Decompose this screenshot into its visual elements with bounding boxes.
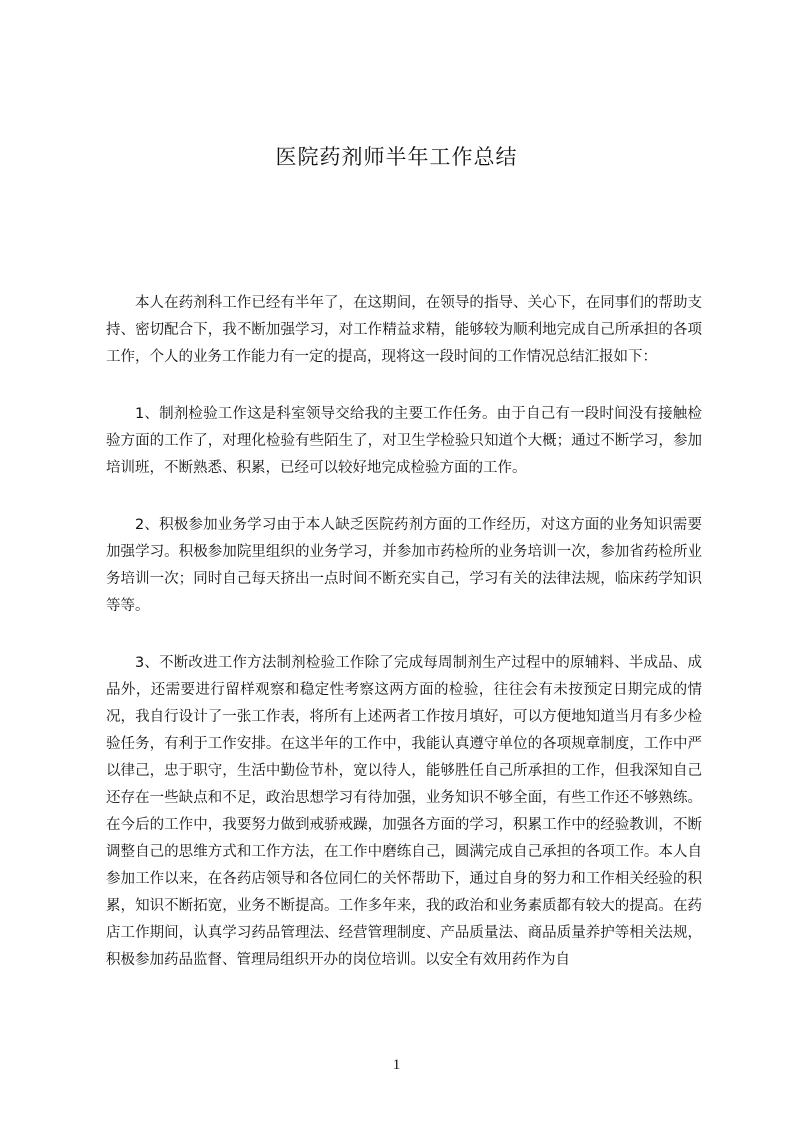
document-title: 医院药剂师半年工作总结 [275, 145, 518, 169]
document-body [106, 290, 702, 1004]
paragraph-item-2: 2、积极参加业务学习由于本人缺乏医院药剂方面的工作经历，对这方面的业务知识需要加强学习。积极参加院里组织的业务学习，并参加市药检所的业务培训一次，参加省药检所业务培训一次；同时自己每天挤出一点时间不断充实自己，学习有关的法律法规，临床药学知识等等。 [106, 517, 702, 614]
paragraph-item-3: 3、不断改进工作方法制剂检验工作除了完成每周制剂生产过程中的原辅料、半成品、成品外，还需要进行留样观察和稳定性考察这两方面的检验，往往会有未按预定日期完成的情况，我自行设计了一张工作表，将所有上述两者工作按月填好，可以方便地知道当月有多少检验任务，有利于工作安排。在这半年的工作中，我能认真遵守单位的各项规章制度，工作中严以律己，忠于职守，生活中勤俭节朴，宽以待人，能够胜任自己所承担的工作，但我深知自己还存在一些缺点和不足，政治思想学习有待加强，业务知识不够全面，有些工作还不够熟练。在今后的工作中，我要努力做到戒骄戒躁，加强各方面的学习，积累工作中的经验教训，不断调整自己的思维方式和工作方法，在工作中磨练自己，圆满完成自己承担的各项工作。本人自参加工作以来，在各药店领导和各位同仁的关怀帮助下，通过自身的努力和工作相关经验的积累，知识不断拓宽，业务不断提高。工作多年来，我的政治和业务素质都有较大的提高。在药店工作期间，认真学习药品管理法、经营管理制度、产品质量法、商品质量养护等相关法规，积极参加药品监督、管理局组织开办的岗位培训。以安全有效用药作为自 [106, 655, 702, 968]
paragraph-intro: 本人在药剂科工作已经有半年了，在这期间，在领导的指导、关心下，在同事们的帮助支持、密切配合下，我不断加强学习，对工作精益求精，能够较为顺利地完成自己所承担的各项工作，个人的业务工作能力有一定的提高，现将这一段时间的工作情况总结汇报如下： [106, 295, 702, 365]
paragraph-item-1: 1、制剂检验工作这是科室领导交给我的主要工作任务。由于自己有一段时间没有接触检验方面的工作了，对理化检验有些陌生了，对卫生学检验只知道个大概；通过不断学习，参加培训班，不断熟悉、积累，已经可以较好地完成检验方面的工作。 [106, 406, 702, 476]
page-number: 1 [392, 1057, 401, 1073]
